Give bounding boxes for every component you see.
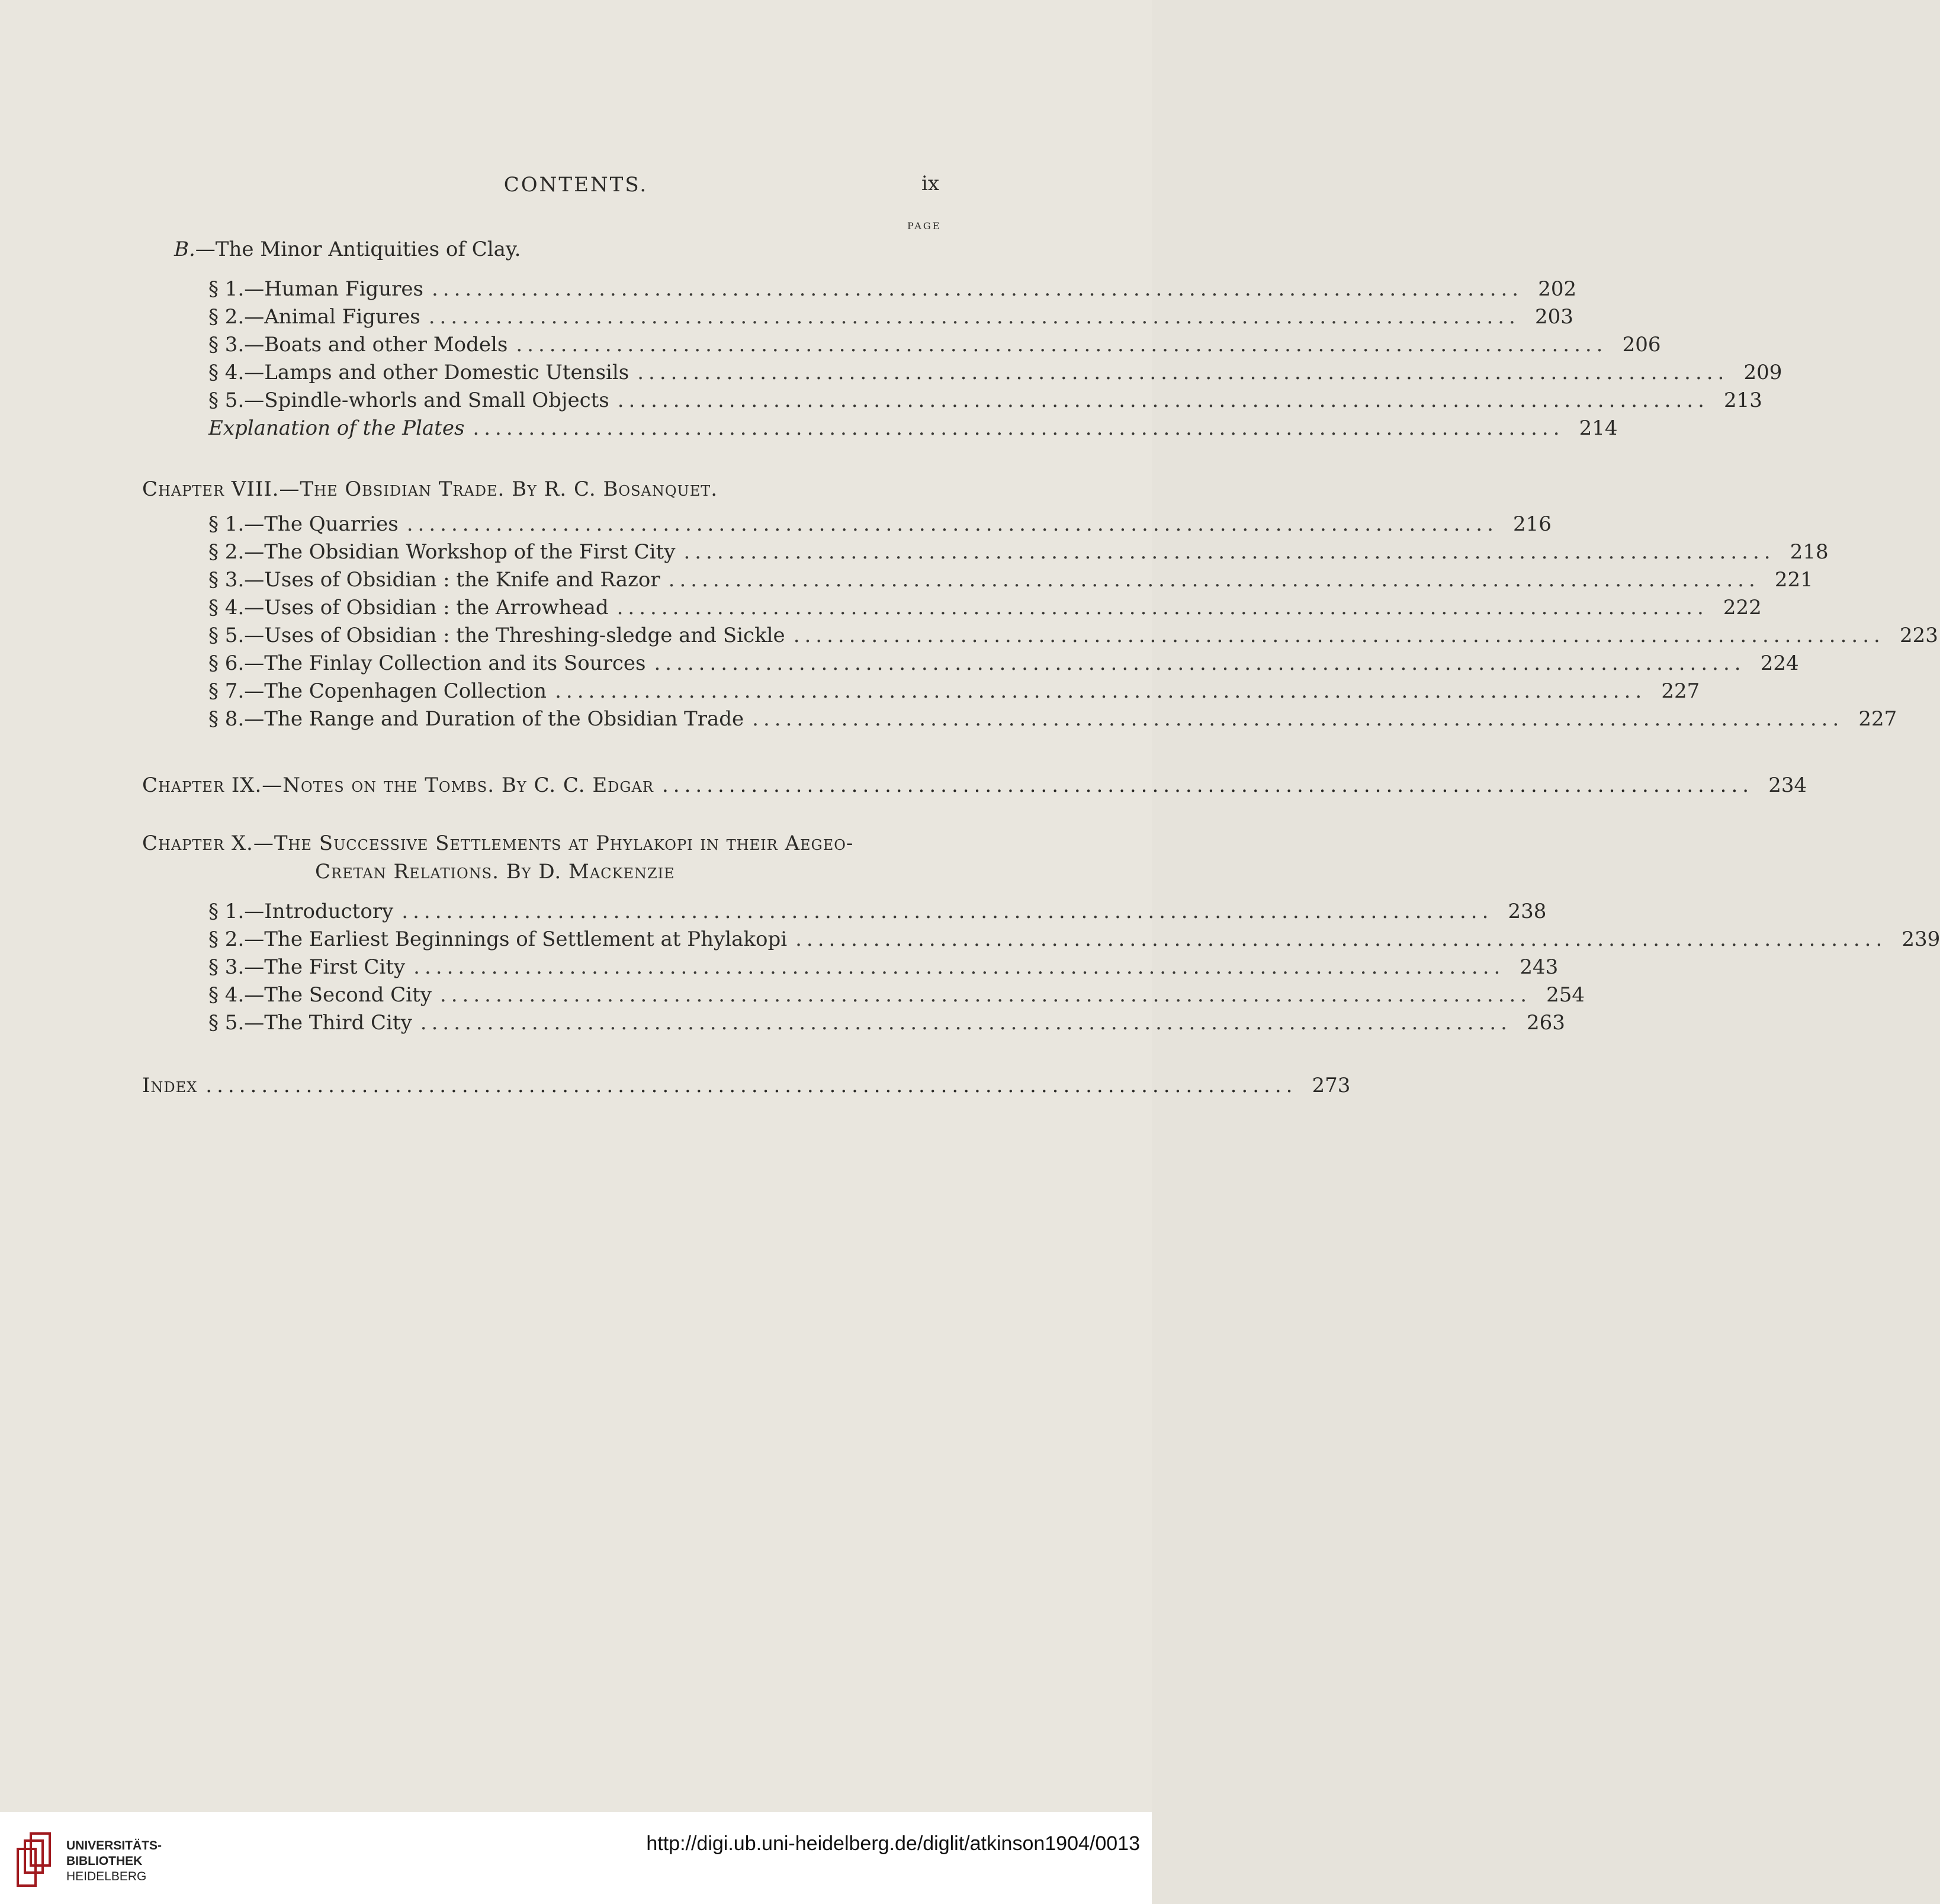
chapter-8-title: Chapter VIII.—The Obsidian Trade. By R. C. Bosanquet. [142, 477, 718, 501]
toc-entry-page: 239 [1902, 927, 1940, 951]
toc-entry-page: 216 [1513, 512, 1552, 536]
toc-entry-title: § 5.—Uses of Obsidian : the Threshing-sledge and Sickle [208, 624, 785, 647]
dot-leader: .................................................................................................. [793, 624, 1885, 647]
dot-leader: .................................................................................................. [661, 773, 1754, 797]
toc-entry[interactable] [208, 275, 1577, 303]
permalink-url[interactable]: http://digi.ub.uni-heidelberg.de/diglit/atkinson1904/0013 [646, 1832, 1140, 1855]
chapter-10-title-line2: Cretan Relations. By D. Mackenzie [315, 860, 675, 884]
toc-entry[interactable] [208, 953, 1559, 981]
toc-entry-page: 227 [1661, 679, 1700, 703]
dot-leader: .................................................................................................. [473, 416, 1565, 440]
toc-entry-page: 238 [1508, 900, 1547, 923]
toc-entry[interactable] [208, 331, 1661, 358]
toc-entry-page: 254 [1546, 983, 1585, 1007]
toc-entry-page: 218 [1790, 540, 1829, 564]
library-logo-icon[interactable] [13, 1830, 54, 1889]
toc-entry[interactable] [208, 678, 1700, 705]
toc-entry-title: § 1.—Human Figures [208, 277, 423, 301]
toc-entry-page: 227 [1858, 707, 1897, 731]
dot-leader: .................................................................................................. [428, 305, 1520, 329]
toc-entry[interactable] [208, 387, 1762, 414]
toc-entry-page: 222 [1723, 596, 1762, 619]
chapter-10-title-line1: Chapter X.—The Successive Settlements at Phylakopi in their Aegeo- [142, 831, 854, 855]
toc-entry-explanation[interactable] [208, 415, 1618, 442]
dot-leader: .................................................................................................. [420, 1011, 1512, 1035]
dot-leader: .................................................................................................. [617, 388, 1709, 412]
dot-leader: .................................................................................................. [439, 983, 1532, 1007]
toc-entry-title: § 8.—The Range and Duration of the Obsidian Trade [208, 707, 744, 731]
toc-entry-title: § 3.—Uses of Obsidian : the Knife and Razor [208, 568, 660, 592]
toc-entry[interactable] [208, 303, 1573, 330]
dot-leader: .................................................................................................. [516, 333, 1608, 357]
toc-entry-title: § 6.—The Finlay Collection and its Sources [208, 651, 646, 675]
chapter-9-title: Chapter IX.—Notes on the Tombs. By C. C. Edgar [142, 773, 654, 797]
dot-leader: .................................................................................................. [413, 955, 1505, 979]
toc-entry[interactable] [208, 622, 1938, 649]
index-title: Index [142, 1074, 198, 1097]
library-name-line3: HEIDELBERG [66, 1870, 147, 1883]
toc-entry-page: 203 [1534, 305, 1573, 329]
section-b-title [174, 236, 521, 263]
toc-entry-title: § 3.—The First City [208, 955, 406, 979]
section-b-letter: B. [174, 237, 195, 261]
toc-entry[interactable] [208, 538, 1829, 566]
library-name [66, 1838, 162, 1884]
dot-leader: .................................................................................................. [654, 651, 1746, 675]
toc-entry[interactable] [208, 705, 1897, 733]
toc-entry-title: § 2.—Animal Figures [208, 305, 420, 329]
toc-entry-title: § 5.—Spindle-whorls and Small Objects [208, 388, 609, 412]
dot-leader: .................................................................................................. [402, 900, 1493, 923]
library-name-line1: UNIVERSITÄTS- [66, 1839, 162, 1852]
toc-entry-page: 209 [1743, 361, 1782, 384]
toc-entry-title: § 4.—Uses of Obsidian : the Arrowhead [208, 596, 609, 619]
toc-entry-page: 234 [1768, 773, 1807, 797]
index-entry[interactable] [142, 1072, 1351, 1099]
toc-entry-page: 221 [1774, 568, 1813, 592]
toc-entry[interactable] [208, 594, 1762, 621]
dot-leader: .................................................................................................. [616, 596, 1708, 619]
viewer-footer [0, 1812, 1152, 1904]
library-name-line2: BIBLIOTHEK [66, 1854, 143, 1868]
toc-entry[interactable] [208, 566, 1813, 593]
toc-entry[interactable] [208, 926, 1940, 953]
toc-entry-title: § 1.—Introductory [208, 900, 394, 923]
chapter-9-entry[interactable] [142, 772, 1807, 799]
toc-entry[interactable] [208, 1009, 1565, 1036]
toc-entry[interactable] [208, 898, 1547, 925]
toc-entry-page: 206 [1622, 333, 1661, 357]
toc-entry-title: § 7.—The Copenhagen Collection [208, 679, 547, 703]
toc-entry-page: 243 [1520, 955, 1559, 979]
page-column-label: PAGE [907, 220, 942, 232]
dot-leader: .................................................................................................. [205, 1074, 1297, 1097]
dot-leader: .................................................................................................. [555, 679, 1647, 703]
toc-entry[interactable] [208, 981, 1585, 1009]
toc-entry-title: § 4.—The Second City [208, 983, 432, 1007]
toc-entry[interactable] [208, 510, 1552, 538]
dot-leader: .................................................................................................. [668, 568, 1760, 592]
toc-entry-page: 202 [1538, 277, 1577, 301]
toc-entry-page: 263 [1527, 1011, 1565, 1035]
dot-leader: .................................................................................................. [752, 707, 1844, 731]
toc-entry-title: § 3.—Boats and other Models [208, 333, 508, 357]
dot-leader: .................................................................................................. [431, 277, 1524, 301]
section-b-title-text: —The Minor Antiquities of Clay. [195, 237, 521, 261]
toc-entry-page: 213 [1723, 388, 1762, 412]
toc-entry-page: 214 [1579, 416, 1618, 440]
toc-entry-title: § 2.—The Obsidian Workshop of the First City [208, 540, 676, 564]
dot-leader: .................................................................................................. [795, 927, 1887, 951]
toc-entry-page: 223 [1899, 624, 1938, 647]
running-head-page-number: ix [921, 172, 940, 195]
toc-entry-title: § 1.—The Quarries [208, 512, 399, 536]
toc-entry-title: § 2.—The Earliest Beginnings of Settlement at Phylakopi [208, 927, 788, 951]
toc-entry[interactable] [208, 359, 1782, 386]
running-head-title: CONTENTS. [503, 173, 648, 197]
toc-entry-page: 224 [1760, 651, 1799, 675]
toc-entry-title: § 5.—The Third City [208, 1011, 412, 1035]
dot-leader: .................................................................................................. [637, 361, 1729, 384]
toc-entry[interactable] [208, 650, 1799, 677]
dot-leader: .................................................................................................. [406, 512, 1498, 536]
toc-entry-title: Explanation of the Plates [208, 416, 465, 440]
toc-entry-page: 273 [1312, 1074, 1351, 1097]
dot-leader: .................................................................................................. [683, 540, 1775, 564]
toc-entry-title: § 4.—Lamps and other Domestic Utensils [208, 361, 629, 384]
